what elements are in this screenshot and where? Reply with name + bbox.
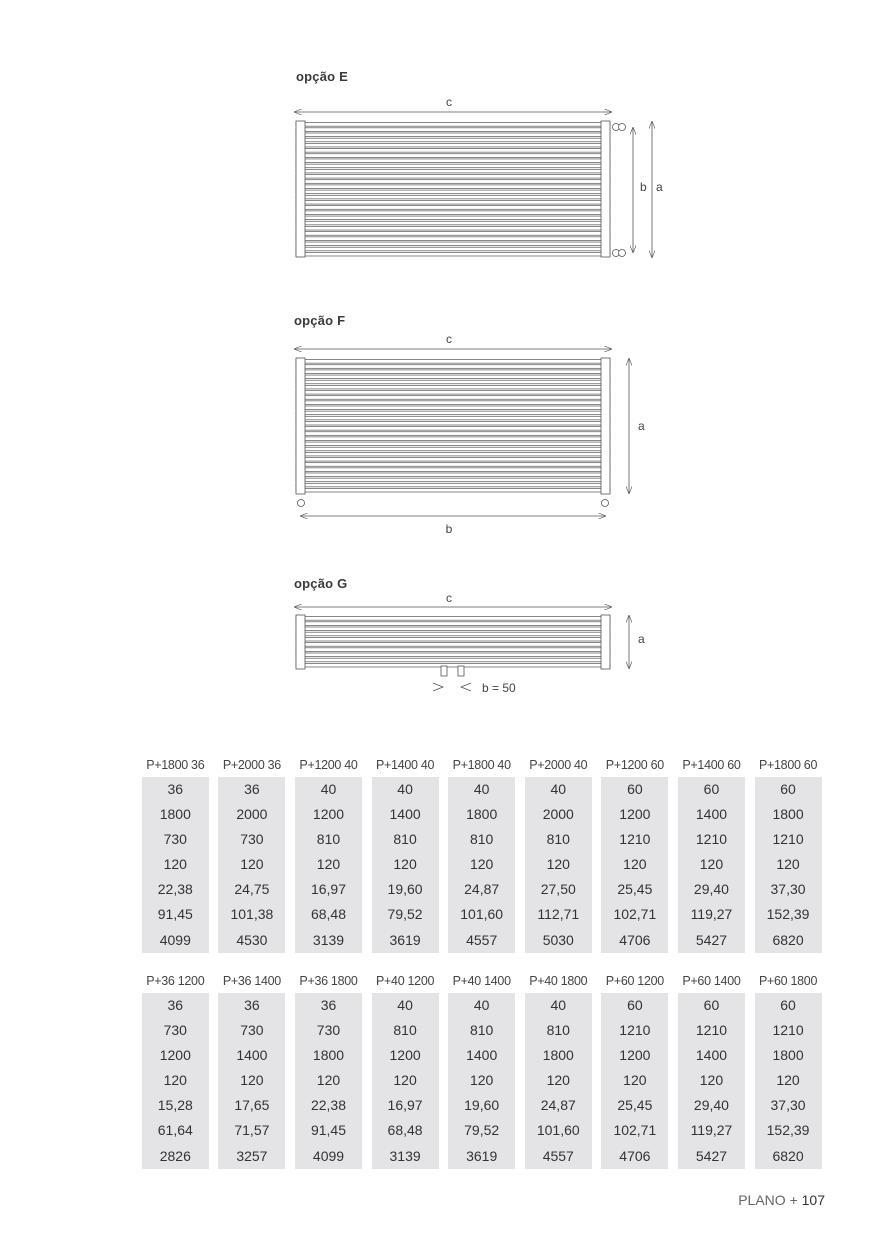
table-cell: 810 — [316, 831, 341, 848]
table-cell: 1800 — [542, 1047, 574, 1064]
table-column — [372, 993, 439, 1169]
tube — [296, 617, 610, 621]
table-cell: 3139 — [312, 931, 345, 948]
table-cell: 810 — [469, 831, 494, 848]
table-cell: 29,40 — [693, 1097, 729, 1114]
tube — [296, 643, 610, 647]
tube — [296, 427, 610, 431]
table-column — [755, 777, 822, 953]
valve-left-icon — [441, 666, 447, 676]
table-cell: 40 — [397, 997, 413, 1013]
tube — [296, 627, 610, 631]
collector-right — [601, 615, 610, 669]
table-cell: 120 — [240, 856, 264, 873]
table-cell: 25,45 — [617, 881, 653, 898]
table-cell: 1200 — [159, 1047, 191, 1064]
table-cell: 22,38 — [310, 1097, 346, 1114]
diagram-e-title: opção E — [296, 69, 348, 84]
column-header: P+40 1400 — [452, 974, 511, 988]
tube — [296, 653, 610, 657]
column-header: P+36 1800 — [299, 974, 358, 988]
table-cell: 120 — [469, 1072, 494, 1089]
tube — [296, 133, 610, 137]
valve-left-icon — [298, 500, 305, 507]
tube — [296, 632, 610, 636]
tube — [296, 663, 610, 667]
tube — [296, 380, 610, 384]
table-cell: 60 — [780, 781, 796, 797]
table-cell: 730 — [240, 831, 264, 848]
table-column — [601, 993, 668, 1169]
table-cell: 60 — [703, 781, 720, 797]
tube — [296, 232, 610, 236]
collector-left — [296, 615, 305, 669]
table-cell: 4099 — [312, 1147, 345, 1164]
column-header: P+1400 40 — [376, 758, 435, 772]
table-column — [678, 777, 745, 953]
table-column — [525, 993, 592, 1169]
table-cell: 1210 — [695, 831, 728, 848]
table-cell: 101,38 — [230, 906, 274, 923]
table-column — [755, 993, 822, 1169]
tube — [296, 169, 610, 173]
table-cell: 40 — [550, 997, 567, 1013]
table-cell: 36 — [244, 997, 260, 1013]
table-cell: 1400 — [236, 1047, 268, 1064]
table-cell: 1200 — [389, 1047, 421, 1064]
valve-right-icon — [602, 500, 609, 507]
table-cell: 4706 — [619, 931, 651, 948]
table-cell: 40 — [397, 781, 413, 797]
table-cell: 4530 — [236, 931, 268, 948]
tube — [296, 458, 610, 462]
table-cell: 120 — [776, 1072, 800, 1089]
table-cell: 16,97 — [387, 1097, 423, 1114]
diagram-e — [294, 95, 663, 258]
table-cell: 37,30 — [770, 881, 806, 898]
table-cell: 1400 — [466, 1047, 498, 1064]
diagram-f — [294, 332, 645, 536]
table-cell: 37,30 — [770, 1097, 806, 1114]
table-cell: 152,39 — [766, 1122, 810, 1139]
dimension-c-label: c — [446, 332, 452, 346]
table-cell: 810 — [546, 831, 570, 848]
table-header-row — [137, 755, 827, 775]
product-name: PLANO — [738, 1192, 786, 1208]
table-cell: 5030 — [542, 931, 574, 948]
valve-right-icon — [458, 666, 464, 676]
table-cell: 120 — [163, 856, 187, 873]
table-cell: 1210 — [772, 1022, 804, 1039]
column-header: P+36 1400 — [222, 974, 281, 988]
table-cell: 3257 — [236, 1147, 268, 1164]
tube — [296, 483, 610, 487]
table-cell: 1210 — [619, 831, 651, 848]
table-cell: 4706 — [619, 1147, 651, 1164]
tube — [296, 406, 610, 410]
table-cell: 24,75 — [234, 881, 270, 898]
table-cell: 79,52 — [464, 1122, 500, 1139]
table-cell: 810 — [393, 1022, 417, 1039]
table-cell: 19,60 — [464, 1097, 500, 1114]
table-cell: 5427 — [695, 931, 728, 948]
dimension-b-label: b — [445, 522, 453, 536]
table-cell: 68,48 — [310, 906, 346, 923]
tube — [296, 216, 610, 220]
diagram-f-title: opção F — [294, 313, 346, 328]
tube — [296, 164, 610, 168]
table-column — [295, 777, 362, 953]
table-cell: 120 — [393, 856, 417, 873]
tube — [296, 396, 610, 400]
table-cell: 120 — [623, 1072, 647, 1089]
table-cell: 101,60 — [536, 1122, 580, 1139]
table-column — [142, 993, 209, 1169]
dimension-b-arrow-right — [461, 683, 471, 691]
table-cell: 1800 — [466, 806, 498, 823]
specs-table-2 — [137, 971, 827, 1169]
tube — [296, 401, 610, 405]
table-cell: 1800 — [772, 1047, 804, 1064]
table-cell: 40 — [473, 997, 490, 1013]
tube — [296, 468, 610, 472]
column-header: P+60 1200 — [605, 974, 664, 988]
tube — [296, 247, 610, 251]
table-cell: 120 — [163, 1072, 187, 1089]
tube — [296, 154, 610, 158]
tube — [296, 447, 610, 451]
table-cell: 2000 — [542, 806, 574, 823]
table-cell: 1200 — [619, 806, 651, 823]
table-cell: 120 — [393, 1072, 417, 1089]
table-cell: 6820 — [772, 1147, 804, 1164]
tube — [296, 237, 610, 241]
table-cell: 36 — [167, 781, 184, 797]
diagram-g-title: opção G — [294, 576, 348, 591]
tube — [296, 200, 610, 204]
table-cell: 91,45 — [157, 906, 193, 923]
table-cell: 1800 — [312, 1047, 345, 1064]
table-cell: 24,87 — [540, 1097, 576, 1114]
tube — [296, 159, 610, 163]
collector-left — [296, 358, 305, 494]
table-cell: 1400 — [389, 806, 421, 823]
collector-right — [601, 358, 610, 494]
dimension-c-label: c — [446, 591, 452, 605]
table-cell: 3619 — [389, 931, 421, 948]
table-cell: 810 — [546, 1022, 570, 1039]
table-column — [525, 777, 592, 953]
column-header: P+60 1800 — [758, 974, 818, 988]
column-header: P+36 1200 — [146, 974, 205, 988]
tube — [296, 391, 610, 395]
tube — [296, 452, 610, 456]
column-header: P+1200 40 — [299, 758, 358, 772]
radiator-tubes — [296, 123, 610, 256]
tube — [296, 226, 610, 230]
column-header: P+40 1800 — [529, 974, 588, 988]
dimension-a-label: a — [638, 632, 645, 646]
tube — [296, 242, 610, 246]
tube — [296, 385, 610, 389]
table-column — [601, 777, 668, 953]
tube — [296, 658, 610, 662]
tube — [296, 190, 610, 194]
table-cell: 120 — [699, 856, 724, 873]
dimension-c-label: c — [446, 95, 452, 109]
tube — [296, 370, 610, 374]
table-cell: 1200 — [619, 1047, 651, 1064]
table-cell: 5427 — [695, 1147, 728, 1164]
page-number: 107 — [801, 1192, 825, 1208]
tube — [296, 622, 610, 626]
table-cell: 61,64 — [157, 1122, 193, 1139]
table-cell: 119,27 — [690, 906, 733, 923]
table-column — [142, 777, 209, 953]
tube — [296, 478, 610, 482]
table-cell: 79,52 — [387, 906, 423, 923]
table-cell: 1800 — [772, 806, 804, 823]
table-cell: 2826 — [159, 1147, 191, 1164]
table-body — [137, 777, 827, 953]
table-body — [137, 993, 827, 1169]
table-header-row — [137, 971, 827, 991]
tube — [296, 211, 610, 215]
table-cell: 2000 — [236, 806, 268, 823]
table-cell: 22,38 — [157, 881, 193, 898]
column-header: P+1400 60 — [682, 758, 741, 772]
table-cell: 1400 — [695, 806, 728, 823]
collector-left — [296, 121, 305, 257]
table-cell: 24,87 — [464, 881, 500, 898]
table-cell: 40 — [473, 781, 490, 797]
table-cell: 68,48 — [387, 1122, 423, 1139]
table-column — [448, 993, 515, 1169]
table-cell: 152,39 — [766, 906, 810, 923]
table-column — [295, 993, 362, 1169]
tube — [296, 416, 610, 420]
tube — [296, 128, 610, 132]
table-cell: 36 — [167, 997, 184, 1013]
dimension-b-label: b — [640, 180, 647, 194]
table-cell: 730 — [240, 1022, 264, 1039]
table-cell: 4557 — [466, 931, 498, 948]
table-cell: 112,71 — [537, 906, 580, 923]
table-cell: 29,40 — [693, 881, 729, 898]
column-header: P+1800 60 — [758, 758, 818, 772]
table-cell: 19,60 — [387, 881, 423, 898]
table-cell: 27,50 — [540, 881, 576, 898]
table-cell: 119,27 — [690, 1122, 733, 1139]
tube — [296, 637, 610, 641]
radiator-tubes — [296, 617, 610, 667]
specs-table-1 — [137, 755, 827, 953]
tube — [296, 185, 610, 189]
table-cell: 120 — [623, 856, 647, 873]
tube — [296, 411, 610, 415]
table-cell: 60 — [627, 997, 643, 1013]
tube — [296, 488, 610, 492]
table-cell: 4557 — [542, 1147, 574, 1164]
table-cell: 101,60 — [460, 906, 504, 923]
column-header: P+2000 36 — [222, 758, 281, 772]
table-cell: 60 — [703, 997, 720, 1013]
table-cell: 810 — [393, 831, 417, 848]
table-cell: 36 — [244, 781, 260, 797]
table-cell: 810 — [469, 1022, 494, 1039]
table-cell: 1210 — [619, 1022, 651, 1039]
table-cell: 6820 — [772, 931, 804, 948]
table-cell: 36 — [320, 997, 337, 1013]
dimension-b-arrow-left — [433, 683, 443, 691]
table-column — [448, 777, 515, 953]
diagram-g — [294, 591, 645, 695]
tube — [296, 138, 610, 142]
table-cell: 120 — [546, 1072, 570, 1089]
table-cell: 120 — [240, 1072, 264, 1089]
table-cell: 1400 — [695, 1047, 728, 1064]
table-cell: 1800 — [159, 806, 191, 823]
tube — [296, 206, 610, 210]
table-cell: 16,97 — [310, 881, 346, 898]
tube — [296, 143, 610, 147]
table-cell: 102,71 — [613, 906, 657, 923]
table-cell: 91,45 — [310, 1122, 346, 1139]
tube — [296, 473, 610, 477]
table-cell: 60 — [780, 997, 796, 1013]
dimension-b-label: b = 50 — [482, 681, 516, 695]
tube — [296, 437, 610, 441]
tube — [296, 432, 610, 436]
table-cell: 730 — [163, 1022, 187, 1039]
column-header: P+1800 40 — [452, 758, 511, 772]
tube — [296, 123, 610, 127]
tube — [296, 195, 610, 199]
table-cell: 1210 — [772, 831, 804, 848]
table-cell: 3619 — [466, 1147, 498, 1164]
footer-separator: + — [789, 1192, 798, 1208]
table-cell: 4099 — [159, 931, 191, 948]
column-header: P+2000 40 — [529, 758, 588, 772]
table-cell: 730 — [163, 831, 187, 848]
table-cell: 25,45 — [617, 1097, 653, 1114]
table-cell: 60 — [627, 781, 643, 797]
column-header: P+40 1200 — [376, 974, 435, 988]
page-footer — [738, 1192, 825, 1208]
tube — [296, 221, 610, 225]
table-cell: 120 — [316, 1072, 341, 1089]
tube — [296, 180, 610, 184]
tube — [296, 175, 610, 179]
tube — [296, 252, 610, 256]
tube — [296, 442, 610, 446]
table-cell: 102,71 — [613, 1122, 657, 1139]
table-cell: 1210 — [695, 1022, 728, 1039]
tube — [296, 365, 610, 369]
column-header: P+1800 36 — [146, 758, 205, 772]
table-cell: 71,57 — [234, 1122, 270, 1139]
radiator-tubes — [296, 360, 610, 492]
tube — [296, 421, 610, 425]
table-column — [218, 777, 285, 953]
table-cell: 120 — [699, 1072, 724, 1089]
dimension-a-label: a — [638, 419, 645, 433]
column-header: P+1200 60 — [605, 758, 664, 772]
table-cell: 120 — [546, 856, 570, 873]
table-cell: 120 — [776, 856, 800, 873]
dimension-a-label: a — [656, 180, 663, 194]
table-cell: 120 — [316, 856, 341, 873]
table-cell: 17,65 — [234, 1097, 270, 1114]
table-cell: 730 — [316, 1022, 341, 1039]
table-cell: 40 — [550, 781, 567, 797]
tube — [296, 375, 610, 379]
table-cell: 3139 — [389, 1147, 421, 1164]
table-column — [218, 993, 285, 1169]
collector-right — [601, 121, 610, 257]
table-cell: 120 — [469, 856, 494, 873]
tube — [296, 463, 610, 467]
tube — [296, 648, 610, 652]
table-cell: 40 — [320, 781, 337, 797]
tube — [296, 360, 610, 364]
table-column — [372, 777, 439, 953]
column-header: P+60 1400 — [682, 974, 741, 988]
table-cell: 15,28 — [157, 1097, 193, 1114]
tube — [296, 149, 610, 153]
table-column — [678, 993, 745, 1169]
table-cell: 1200 — [312, 806, 345, 823]
